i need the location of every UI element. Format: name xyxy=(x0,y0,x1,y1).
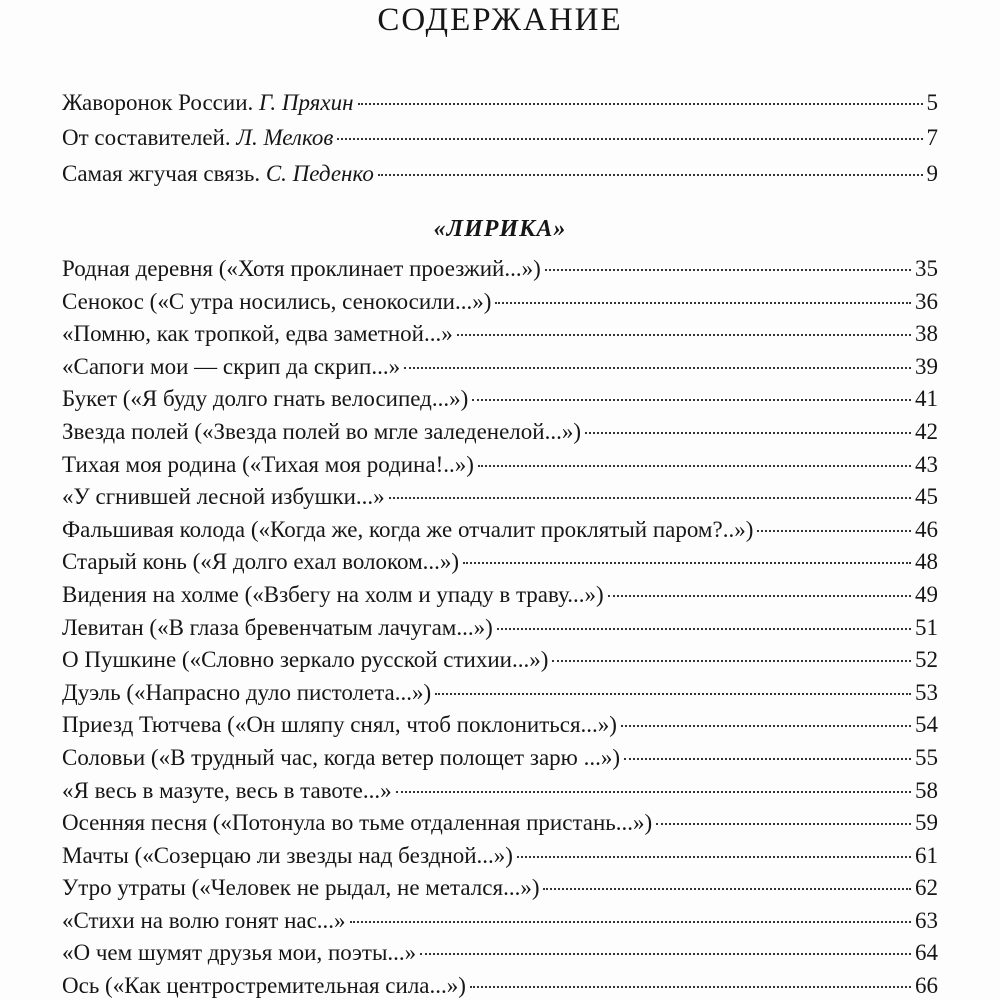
toc-entry xyxy=(62,452,938,485)
entry-page-number: 64 xyxy=(915,940,938,966)
toc-entry xyxy=(62,125,938,160)
page-title: СОДЕРЖАНИЕ xyxy=(377,2,623,38)
entry-title xyxy=(62,90,354,116)
entry-title: Соловьи («В трудный час, когда ветер полощет зарю ...») xyxy=(62,744,620,770)
toc-entry xyxy=(62,517,938,550)
entry-title: Родная деревня («Хотя проклинает проезжий...») xyxy=(62,256,541,281)
toc-entry xyxy=(62,875,938,908)
toc-entry xyxy=(62,256,938,289)
entry-page-number: 42 xyxy=(915,418,938,444)
entry-page-number: 53 xyxy=(915,679,938,705)
dot-leader xyxy=(624,758,911,760)
entry-page-number: 62 xyxy=(915,875,938,901)
dot-leader xyxy=(389,497,911,499)
entry-title: Левитан («В глаза бревенчатым лачугам...») xyxy=(62,614,493,640)
entry-page-number: 66 xyxy=(915,973,938,999)
dot-leader xyxy=(608,595,911,597)
entry-title: О Пушкине («Словно зеркало русской стихии...») xyxy=(62,647,549,673)
entry-page-number: 5 xyxy=(926,90,938,115)
entry-title: Звезда полей («Звезда полей во мгле заледенелой...») xyxy=(62,418,582,444)
dot-leader xyxy=(457,334,911,336)
toc-entry xyxy=(62,615,938,648)
dot-leader xyxy=(472,399,911,401)
entry-page-number: 63 xyxy=(915,907,938,933)
toc-entry xyxy=(62,778,938,811)
entry-page-number: 52 xyxy=(915,647,938,673)
entry-page-number: 39 xyxy=(915,353,938,379)
lyric-entries xyxy=(62,256,938,1006)
dot-leader xyxy=(396,791,911,793)
entry-title: Фальшивая колода («Когда же, когда же отчалит проклятый паром?..») xyxy=(62,516,754,542)
entry-title: Утро утраты («Человек не рыдал, не метался...») xyxy=(62,875,540,901)
entry-page-number: 35 xyxy=(915,256,938,281)
entry-title: Ось («Как центростремительная сила...») xyxy=(62,973,466,999)
intro-entries xyxy=(62,90,938,196)
entry-text: Жаворонок России. xyxy=(62,90,260,115)
toc-entry xyxy=(62,354,938,387)
toc-entry xyxy=(62,973,938,1006)
entry-page-number: 51 xyxy=(915,614,938,640)
dot-leader xyxy=(552,660,911,662)
entry-author: С. Педенко xyxy=(265,160,374,186)
dot-leader xyxy=(435,693,911,695)
toc-entry xyxy=(62,647,938,680)
dot-leader xyxy=(495,302,911,304)
dot-leader xyxy=(378,174,923,176)
dot-leader xyxy=(497,628,911,630)
toc-entry xyxy=(62,386,938,419)
toc-entry xyxy=(62,908,938,941)
entry-page-number: 55 xyxy=(915,744,938,770)
entry-title: Тихая моя родина («Тихая моя родина!..») xyxy=(62,451,474,477)
entry-page-number: 46 xyxy=(915,516,938,542)
dot-leader xyxy=(478,465,911,467)
entry-title: «Сапоги мои — скрип да скрип...» xyxy=(62,353,401,379)
entry-title: Букет («Я буду долго гнать велосипед...») xyxy=(62,386,469,412)
entry-page-number: 45 xyxy=(915,484,938,510)
entry-title: «Стихи на волю гонят нас...» xyxy=(62,907,346,933)
entry-text: Самая жгучая связь. xyxy=(62,160,266,186)
dot-leader xyxy=(621,725,911,727)
toc-entry xyxy=(62,484,938,517)
entry-title: Приезд Тютчева («Он шляпу снял, чтоб поклониться...») xyxy=(62,712,617,738)
entry-page-number: 36 xyxy=(915,288,938,314)
toc-entry xyxy=(62,289,938,322)
entry-title: Мачты («Созерцаю ли звезды над бездной...») xyxy=(62,842,513,868)
dot-leader xyxy=(656,823,911,825)
entry-title: «Помню, как тропкой, едва заметной...» xyxy=(62,321,453,347)
entry-title: «Я весь в мазуте, весь в тавоте...» xyxy=(62,777,392,803)
toc-entry xyxy=(62,161,938,196)
entry-title: Сенокос («С утра носились, сенокосили...») xyxy=(62,288,492,314)
entry-page-number: 61 xyxy=(915,842,938,868)
entry-page-number: 49 xyxy=(915,581,938,607)
entry-author: Г. Пряхин xyxy=(259,90,354,115)
entry-page-number: 43 xyxy=(915,451,938,477)
dot-leader xyxy=(350,921,911,923)
entry-page-number: 54 xyxy=(915,712,938,738)
entry-title: «У сгнившей лесной избушки...» xyxy=(62,484,385,510)
dot-leader xyxy=(585,432,911,434)
entry-title xyxy=(62,161,374,187)
entry-title xyxy=(62,125,333,151)
entry-title: Видения на холме («Взбегу на холм и упаду в траву...») xyxy=(62,581,604,607)
entry-page-number: 7 xyxy=(926,125,938,151)
entry-text: От составителей. xyxy=(62,125,237,151)
entry-title: «О чем шумят друзья мои, поэты...» xyxy=(62,940,417,966)
dot-leader xyxy=(757,530,911,532)
toc-entry xyxy=(62,712,938,745)
entry-title: Старый конь («Я долго ехал волоком...») xyxy=(62,549,460,575)
dot-leader xyxy=(517,856,911,858)
entry-title: Осенняя песня («Потонула во тьме отдаленная пристань...») xyxy=(62,810,653,836)
toc-entry xyxy=(62,321,938,354)
toc-entry xyxy=(62,419,938,452)
dot-leader xyxy=(543,888,911,890)
dot-leader xyxy=(463,562,911,564)
entry-page-number: 59 xyxy=(915,810,938,836)
dot-leader xyxy=(470,986,911,988)
toc-entry xyxy=(62,810,938,843)
toc-entry xyxy=(62,549,938,582)
dot-leader xyxy=(420,953,911,955)
dot-leader xyxy=(545,269,911,271)
toc-entry xyxy=(62,940,938,973)
toc-entry xyxy=(62,582,938,615)
entry-author: Л. Мелков xyxy=(236,125,334,151)
toc-entry xyxy=(62,745,938,778)
entry-title: Дуэль («Напрасно дуло пистолета...») xyxy=(62,679,432,705)
entry-page-number: 38 xyxy=(915,321,938,347)
dot-leader xyxy=(337,138,922,140)
toc-entry xyxy=(62,90,938,125)
entry-page-number: 9 xyxy=(926,160,938,186)
entry-page-number: 48 xyxy=(915,549,938,575)
dot-leader xyxy=(358,103,923,105)
toc-entry xyxy=(62,680,938,713)
entry-page-number: 58 xyxy=(915,777,938,803)
dot-leader xyxy=(404,367,911,369)
section-title: «ЛИРИКА» xyxy=(433,216,567,242)
entry-page-number: 41 xyxy=(915,386,938,412)
toc-entry xyxy=(62,843,938,876)
